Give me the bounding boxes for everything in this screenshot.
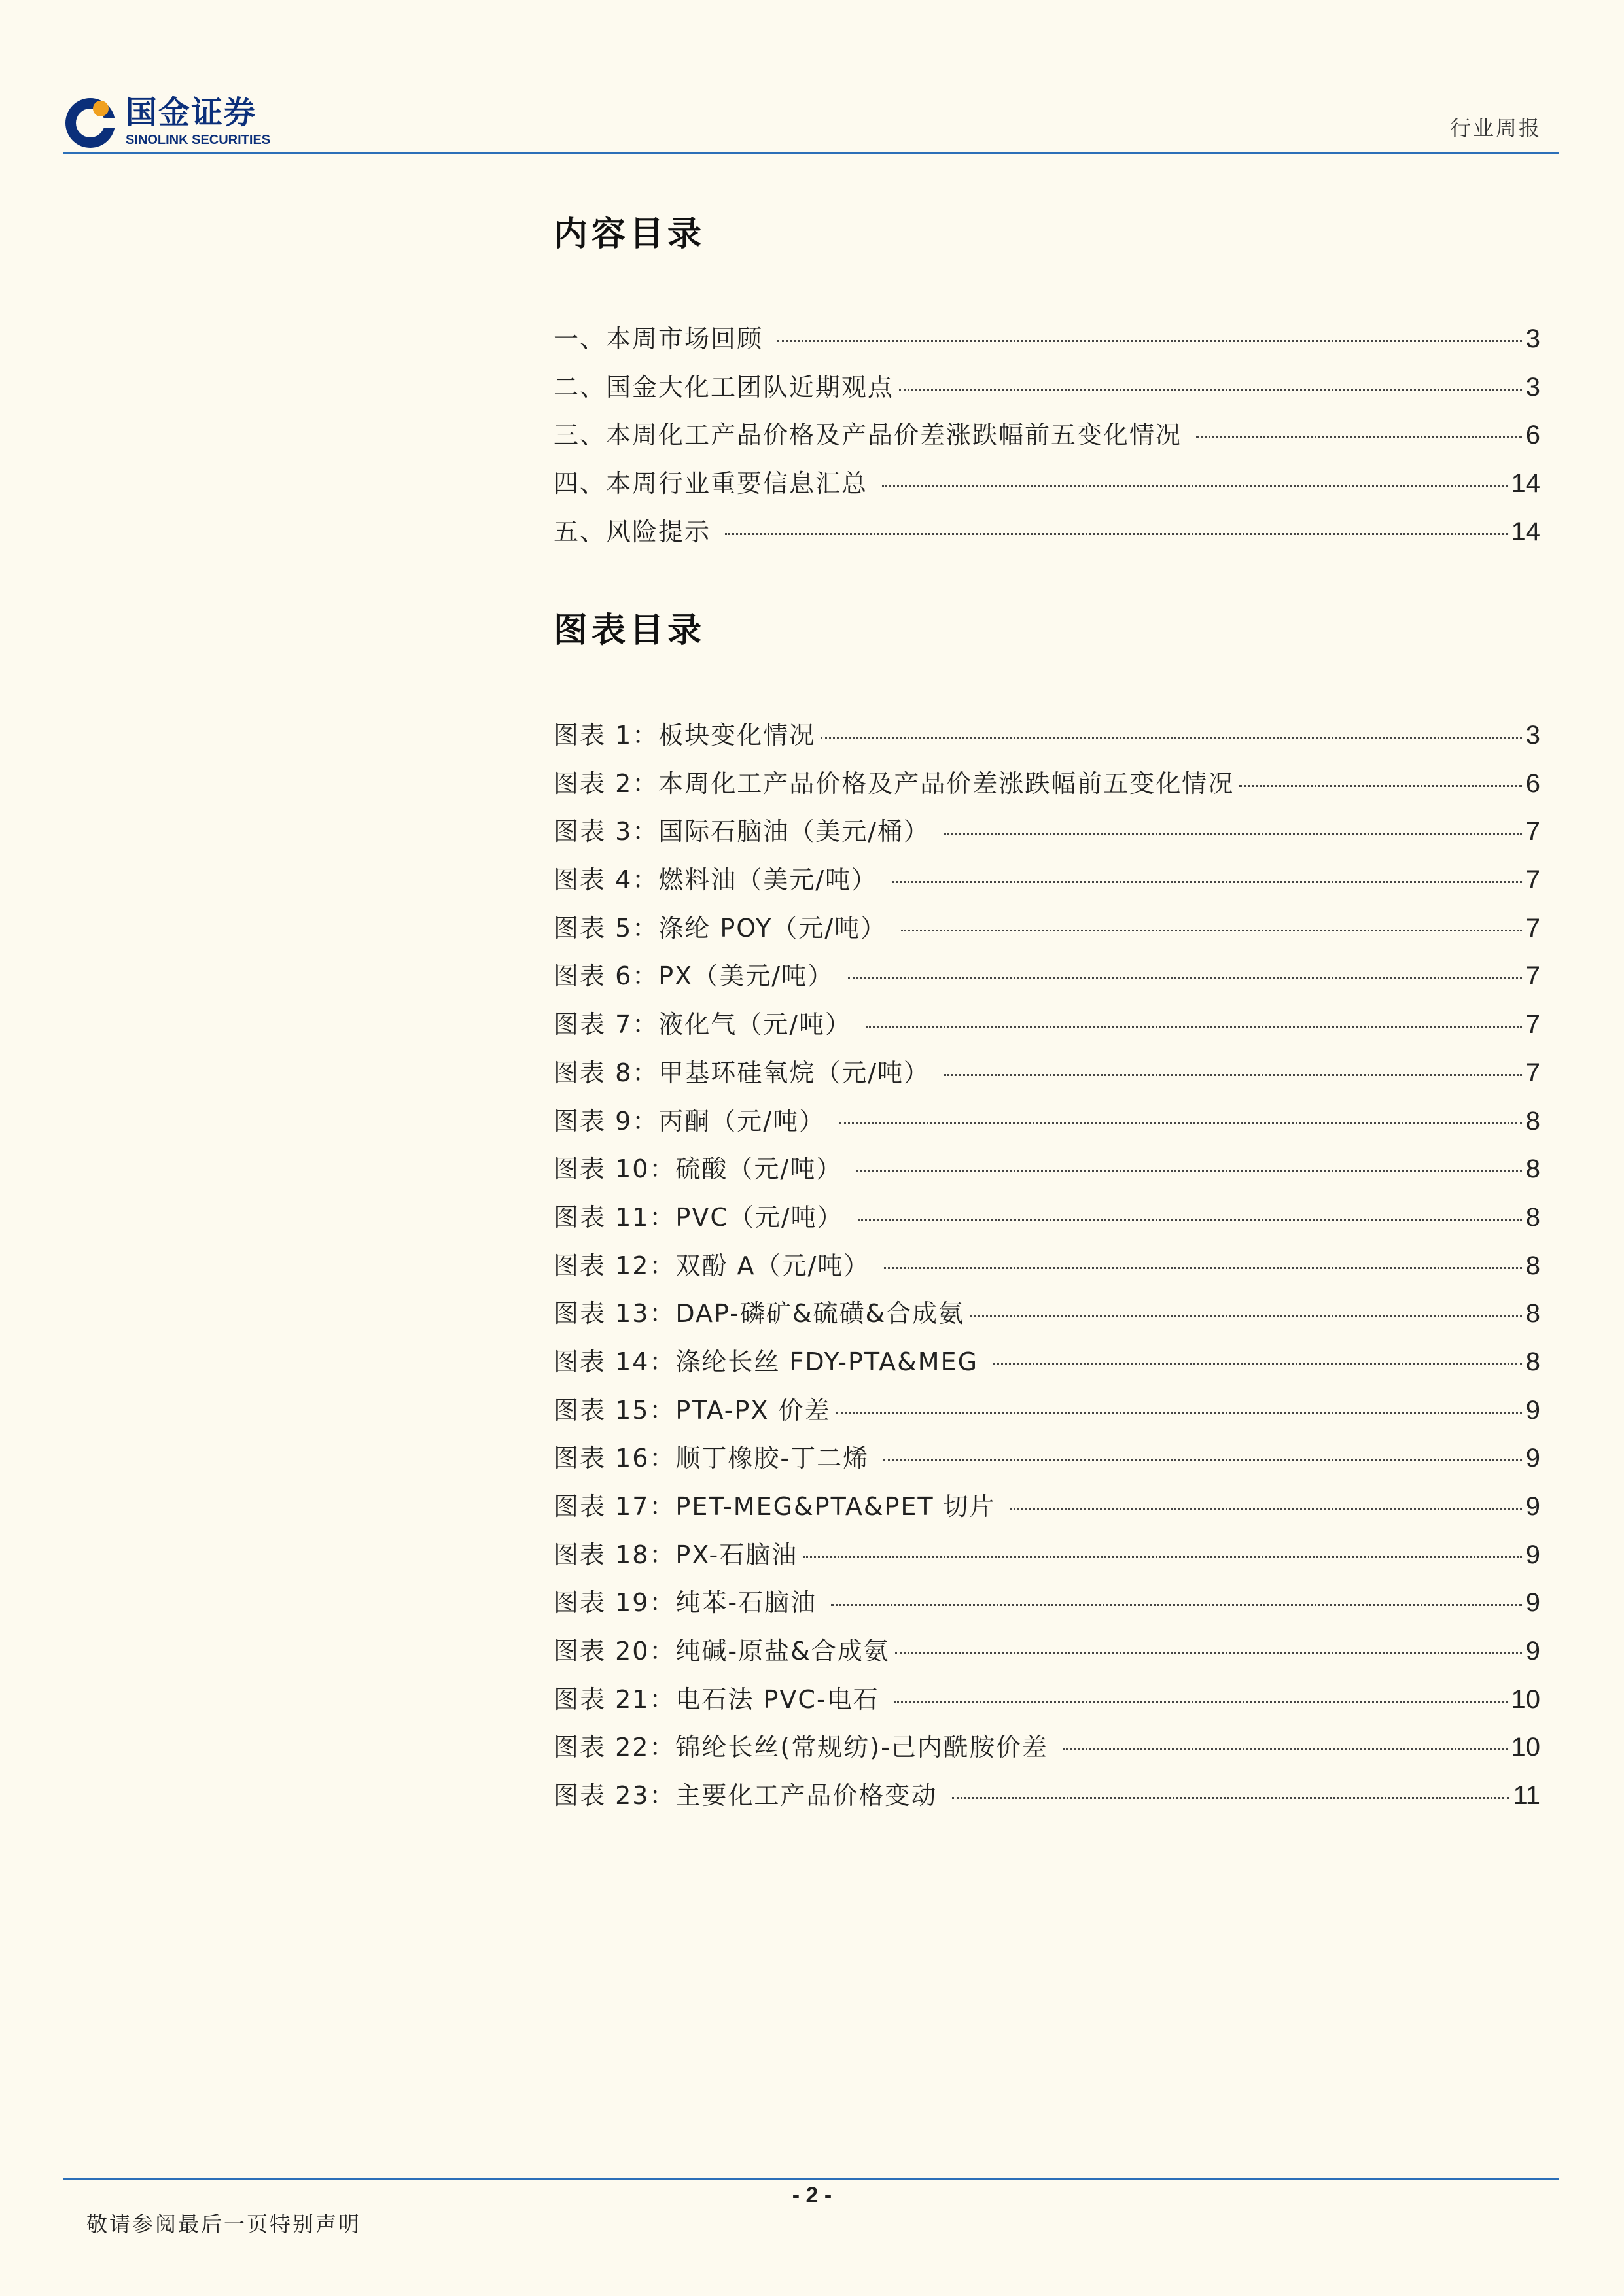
dot-leader [856, 1170, 1521, 1172]
dot-leader [725, 533, 1507, 535]
entry-page-number: 14 [1511, 469, 1540, 498]
entry-page-number: 8 [1525, 1347, 1540, 1376]
entry-page-number: 8 [1525, 1106, 1540, 1136]
figure-entry[interactable] [554, 1242, 1540, 1291]
dot-leader [866, 1026, 1522, 1028]
figure-entry[interactable] [554, 1676, 1540, 1724]
toc-entry[interactable] [554, 364, 1540, 412]
figure-entry[interactable] [554, 1724, 1540, 1772]
entry-title: 图表 3：国际石脑油（美元/桶） [554, 817, 940, 846]
entry-title: 图表 17：PET-MEG&PTA&PET 切片 [554, 1492, 1005, 1521]
entry-title: 图表 16：顺丁橡胶-丁二烯 [554, 1444, 879, 1473]
entry-page-number: 7 [1525, 962, 1540, 991]
figure-entry[interactable] [554, 808, 1540, 856]
dot-leader [970, 1315, 1522, 1317]
entry-page-number: 9 [1525, 1492, 1540, 1521]
toc-entry[interactable] [554, 508, 1540, 557]
toc-entry[interactable] [554, 315, 1540, 364]
entry-page-number: 3 [1525, 372, 1540, 402]
entry-page-number: 7 [1525, 865, 1540, 895]
figures-title: 图表目录 [554, 611, 706, 650]
entry-title: 图表 8：甲基环硅氧烷（元/吨） [554, 1058, 940, 1087]
dot-leader [952, 1797, 1509, 1799]
dot-leader [821, 737, 1521, 739]
figure-entry[interactable] [554, 1001, 1540, 1049]
footer-rule [63, 2178, 1559, 2180]
dot-leader [836, 1412, 1522, 1414]
entry-page-number: 6 [1525, 421, 1540, 450]
entry-title: 图表 23：主要化工产品价格变动 [554, 1781, 947, 1811]
dot-leader [1010, 1508, 1522, 1510]
dot-leader [831, 1604, 1522, 1606]
entry-title: 图表 22：锦纶长丝(常规纺)-己内酰胺价差 [554, 1733, 1057, 1762]
entry-page-number: 9 [1525, 1444, 1540, 1473]
entry-title: 图表 6：PX（美元/吨） [554, 962, 843, 991]
entry-title: 图表 9：丙酮（元/吨） [554, 1106, 835, 1136]
dot-leader [892, 881, 1522, 883]
entry-title: 图表 12：双酚 A（元/吨） [554, 1251, 879, 1280]
figure-entry[interactable] [554, 1531, 1540, 1580]
figure-entry[interactable] [554, 905, 1540, 953]
logo-chinese-name: 国金证券 [126, 94, 257, 131]
figure-entry[interactable] [554, 712, 1540, 760]
entry-page-number: 7 [1525, 1010, 1540, 1039]
entry-page-number: 14 [1511, 517, 1540, 546]
entry-page-number: 9 [1525, 1540, 1540, 1569]
entry-title: 三、本周化工产品价格及产品价差涨跌幅前五变化情况 [554, 421, 1192, 450]
entry-page-number: 10 [1511, 1684, 1540, 1714]
dot-leader [858, 1219, 1522, 1221]
figures-list [554, 712, 1540, 1820]
entry-title: 图表 1：板块变化情况 [554, 721, 816, 750]
figure-entry[interactable] [554, 1049, 1540, 1098]
figure-entry[interactable] [554, 1435, 1540, 1483]
figure-entry[interactable] [554, 1483, 1540, 1531]
entry-title: 图表 7：液化气（元/吨） [554, 1010, 861, 1039]
figure-entry[interactable] [554, 952, 1540, 1001]
figure-entry[interactable] [554, 1387, 1540, 1435]
figures-toc [554, 610, 1540, 1820]
figure-entry[interactable] [554, 1627, 1540, 1676]
dot-leader [777, 340, 1522, 342]
contents-title: 内容目录 [554, 215, 706, 254]
figure-entry[interactable] [554, 1098, 1540, 1146]
entry-title: 图表 2：本周化工产品价格及产品价差涨跌幅前五变化情况 [554, 769, 1235, 798]
dot-leader [1239, 785, 1521, 787]
dot-leader [1063, 1748, 1508, 1750]
entry-title: 图表 11：PVC（元/吨） [554, 1202, 853, 1232]
entry-page-number: 3 [1525, 721, 1540, 750]
entry-title: 图表 4：燃料油（美元/吨） [554, 865, 887, 895]
disclaimer: 敬请参阅最后一页特别声明 [86, 2212, 362, 2236]
entry-page-number: 11 [1513, 1781, 1540, 1811]
dot-leader [944, 833, 1522, 835]
figure-entry[interactable] [554, 1145, 1540, 1194]
company-logo [63, 92, 298, 154]
toc-entry[interactable] [554, 411, 1540, 460]
figure-entry[interactable] [554, 1338, 1540, 1387]
contents-toc [554, 213, 1540, 556]
figure-entry[interactable] [554, 760, 1540, 809]
entry-title: 图表 21：电石法 PVC-电石 [554, 1684, 889, 1714]
entry-page-number: 7 [1525, 913, 1540, 943]
figure-entry[interactable] [554, 1290, 1540, 1338]
entry-title: 四、本周行业重要信息汇总 [554, 469, 877, 498]
entry-title: 图表 10：硫酸（元/吨） [554, 1155, 852, 1184]
header-rule [63, 152, 1559, 154]
entry-page-number: 9 [1525, 1637, 1540, 1666]
entry-title: 图表 14：涤纶长丝 FDY-PTA&MEG [554, 1347, 988, 1376]
sinolink-logo-icon [63, 94, 118, 149]
entry-page-number: 9 [1525, 1588, 1540, 1618]
entry-title: 图表 13：DAP-磷矿&硫磺&合成氨 [554, 1299, 965, 1329]
entry-title: 图表 5：涤纶 POY（元/吨） [554, 913, 896, 943]
entry-page-number: 8 [1525, 1202, 1540, 1232]
entry-title: 一、本周市场回顾 [554, 324, 773, 353]
dot-leader [883, 1459, 1522, 1461]
entry-page-number: 9 [1525, 1395, 1540, 1425]
report-type: 行业周报 [1449, 116, 1542, 141]
entry-page-number: 7 [1525, 817, 1540, 846]
dot-leader [944, 1074, 1522, 1076]
entry-page-number: 8 [1525, 1299, 1540, 1329]
toc-entry[interactable] [554, 460, 1540, 508]
page-number: - 2 - [792, 2183, 832, 2208]
figure-entry[interactable] [554, 1579, 1540, 1627]
figure-entry[interactable] [554, 1772, 1540, 1820]
figure-entry[interactable] [554, 1194, 1540, 1242]
dot-leader [884, 1267, 1521, 1269]
dot-leader [993, 1363, 1522, 1365]
dot-leader [901, 930, 1522, 931]
entry-page-number: 8 [1525, 1251, 1540, 1280]
dot-leader [882, 485, 1507, 487]
dot-leader [839, 1122, 1522, 1124]
entry-title: 图表 18：PX-石脑油 [554, 1540, 798, 1569]
contents-list [554, 315, 1540, 556]
dot-leader [1196, 436, 1522, 438]
logo-english-name: SINOLINK SECURITIES [126, 133, 271, 147]
dot-leader [848, 977, 1522, 979]
entry-page-number: 7 [1525, 1058, 1540, 1087]
dot-leader [803, 1556, 1522, 1558]
entry-title: 图表 15：PTA-PX 价差 [554, 1395, 831, 1425]
dot-leader [895, 1652, 1522, 1654]
entry-page-number: 8 [1525, 1155, 1540, 1184]
dot-leader [894, 1701, 1508, 1703]
entry-title: 二、国金大化工团队近期观点 [554, 372, 894, 402]
entry-title: 图表 20：纯碱-原盐&合成氨 [554, 1637, 890, 1666]
entry-title: 图表 19：纯苯-石脑油 [554, 1588, 826, 1618]
figure-entry[interactable] [554, 856, 1540, 905]
entry-page-number: 3 [1525, 324, 1540, 353]
dot-leader [899, 389, 1522, 391]
entry-page-number: 6 [1525, 769, 1540, 798]
entry-page-number: 10 [1511, 1733, 1540, 1762]
entry-title: 五、风险提示 [554, 517, 720, 546]
